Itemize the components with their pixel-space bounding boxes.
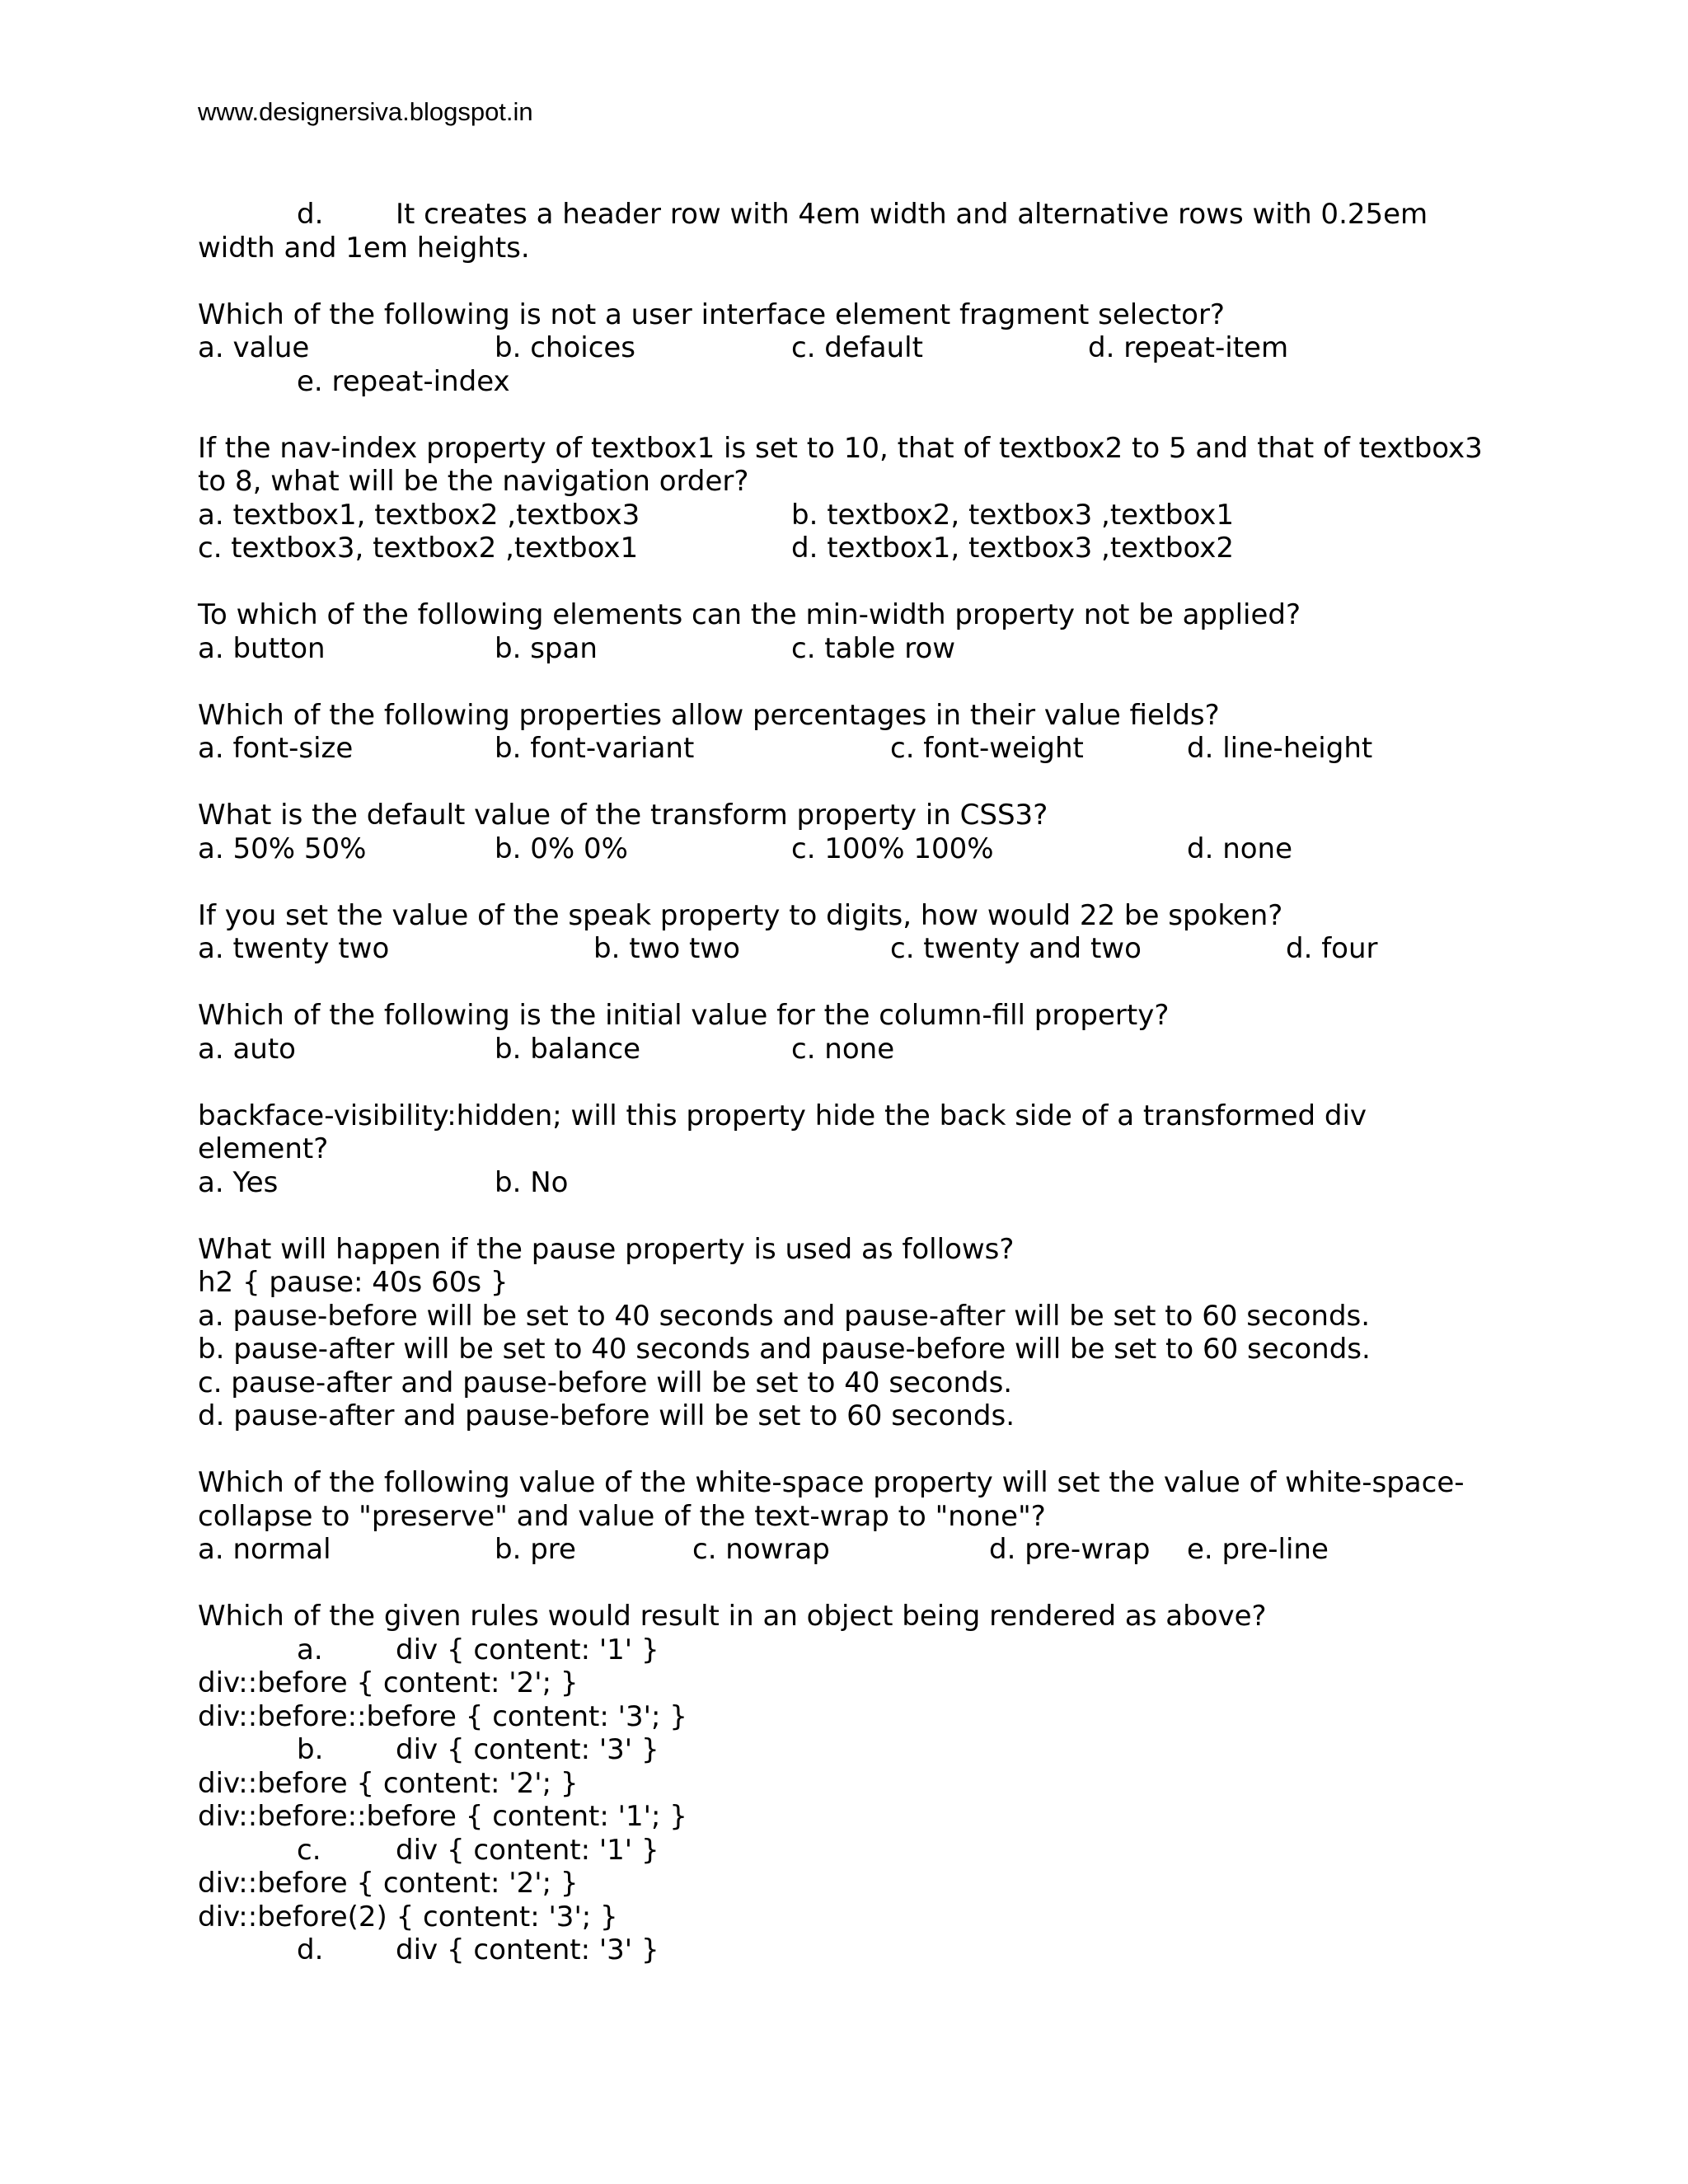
q7-option-b: b. balance [495,1032,641,1066]
q4-option-b: b. font-variant [495,732,695,765]
q4-option-a: a. font-size [198,732,354,765]
q3-option-a: a. button [198,631,326,665]
q1-option-b: b. choices [495,331,636,364]
q2-option-c: c. textbox3, textbox2 ,textbox1 [198,532,639,565]
q11-a-code3: div::before::before { content: '3'; } [198,1699,687,1733]
q7-question: Which of the following is the initial value for the column-fill property? [198,999,1170,1032]
q4-question: Which of the following properties allow percentages in their value fields? [198,698,1220,732]
q1-option-a: a. value [198,331,310,364]
q11-d-code1: div { content: '3' } [396,1933,659,1966]
q11-c-marker: c. [297,1833,321,1867]
q11-a-line1 [198,1633,1533,1667]
q11-b-code1: div { content: '3' } [396,1733,659,1766]
q0-line1 [198,198,1533,232]
q10-option-c: c. nowrap [692,1533,830,1566]
q11-d-line1 [198,1933,1533,1967]
q5-option-d: d. none [1187,832,1293,865]
q5-option-b: b. 0% 0% [495,832,628,865]
q1-options-row [198,331,1533,365]
q11-c-code2: div::before { content: '2'; } [198,1867,579,1900]
q11-a-marker: a. [297,1633,323,1666]
q4-option-c: c. font-weight [890,732,1084,765]
q3-question: To which of the following elements can the min-width property not be applied? [198,598,1301,631]
q5-options-row [198,832,1533,866]
q7-options-row [198,1033,1533,1066]
q9-option-b: b. pause-after will be set to 40 seconds and pause-before will be set to 60 seconds. [198,1333,1371,1366]
q6-options-row [198,932,1533,966]
q9-question: What will happen if the pause property is used as follows? [198,1232,1015,1266]
q7-option-a: a. auto [198,1032,296,1066]
q8-question-line2: element? [198,1132,329,1165]
q11-a-code1: div { content: '1' } [396,1633,659,1666]
site-url-header: www.designersiva.blogspot.in [198,97,533,126]
q9-option-a: a. pause-before will be set to 40 seconds and pause-after will be set to 60 seconds. [198,1299,1371,1333]
q10-option-e: e. pre-line [1187,1533,1329,1566]
q1-option-d: d. repeat-item [1088,331,1289,364]
q5-option-c: c. 100% 100% [791,832,994,865]
q11-d-marker: d. [297,1933,324,1966]
q11-c-code3: div::before(2) { content: '3'; } [198,1900,618,1933]
q1-option-e: e. repeat-index [297,364,510,398]
q6-option-a: a. twenty two [198,932,390,965]
q11-b-marker: b. [297,1733,324,1766]
q6-question: If you set the value of the speak property to digits, how would 22 be spoken? [198,898,1283,932]
q2-option-b: b. textbox2, textbox3 ,textbox1 [791,498,1235,532]
q0-line2: width and 1em heights. [198,231,530,265]
q6-option-c: c. twenty and two [890,932,1142,965]
q6-option-d: d. four [1286,932,1378,965]
q8-options-row [198,1166,1533,1200]
question-list [198,198,1533,1967]
q10-question-line1: Which of the following value of the white-space property will set the value of white-space- [198,1466,1465,1499]
q9-option-c: c. pause-after and pause-before will be set to 40 seconds. [198,1366,1013,1399]
q1-question: Which of the following is not a user interface element fragment selector? [198,298,1225,331]
q5-option-a: a. 50% 50% [198,832,367,865]
q1-option-c: c. default [791,331,923,364]
q2-options-row1 [198,499,1533,532]
q11-b-line1 [198,1733,1533,1767]
q5-question: What is the default value of the transform property in CSS3? [198,799,1048,832]
q3-option-c: c. table row [791,631,956,665]
q0-marker: d. [297,198,324,231]
q8-option-b: b. No [495,1165,569,1199]
q11-question: Which of the given rules would result in an object being rendered as above? [198,1600,1267,1633]
q11-b-code3: div::before::before { content: '1'; } [198,1800,687,1833]
q2-option-a: a. textbox1, textbox2 ,textbox3 [198,498,640,532]
q4-option-d: d. line-height [1187,732,1373,765]
q10-options-row [198,1533,1533,1567]
q10-option-d: d. pre-wrap [989,1533,1151,1566]
q11-a-code2: div::before { content: '2'; } [198,1666,579,1699]
q2-question-line1: If the nav-index property of textbox1 is set to 10, that of textbox2 to 5 and that of textbox3 [198,431,1483,465]
q10-option-a: a. normal [198,1533,331,1566]
q8-option-a: a. Yes [198,1165,279,1199]
q2-question-line2: to 8, what will be the navigation order? [198,465,749,498]
q8-question-line1: backface-visibility:hidden; will this property hide the back side of a transformed div [198,1099,1367,1132]
q6-option-b: b. two two [593,932,740,965]
q11-b-code2: div::before { content: '2'; } [198,1766,579,1800]
q9-option-d: d. pause-after and pause-before will be set to 60 seconds. [198,1399,1015,1432]
q2-options-row2 [198,532,1533,565]
q4-options-row [198,732,1533,766]
q0-text1: It creates a header row with 4em width and alternative rows with 0.25em [396,198,1428,231]
q3-options-row [198,632,1533,666]
q11-c-line1 [198,1834,1533,1868]
q9-code: h2 { pause: 40s 60s } [198,1266,509,1299]
q7-option-c: c. none [791,1032,895,1066]
q2-option-d: d. textbox1, textbox3 ,textbox2 [791,532,1235,565]
q10-option-b: b. pre [495,1533,576,1566]
q11-c-code1: div { content: '1' } [396,1833,659,1867]
q10-question-line2: collapse to "preserve" and value of the text-wrap to "none"? [198,1499,1046,1533]
q3-option-b: b. span [495,631,598,665]
